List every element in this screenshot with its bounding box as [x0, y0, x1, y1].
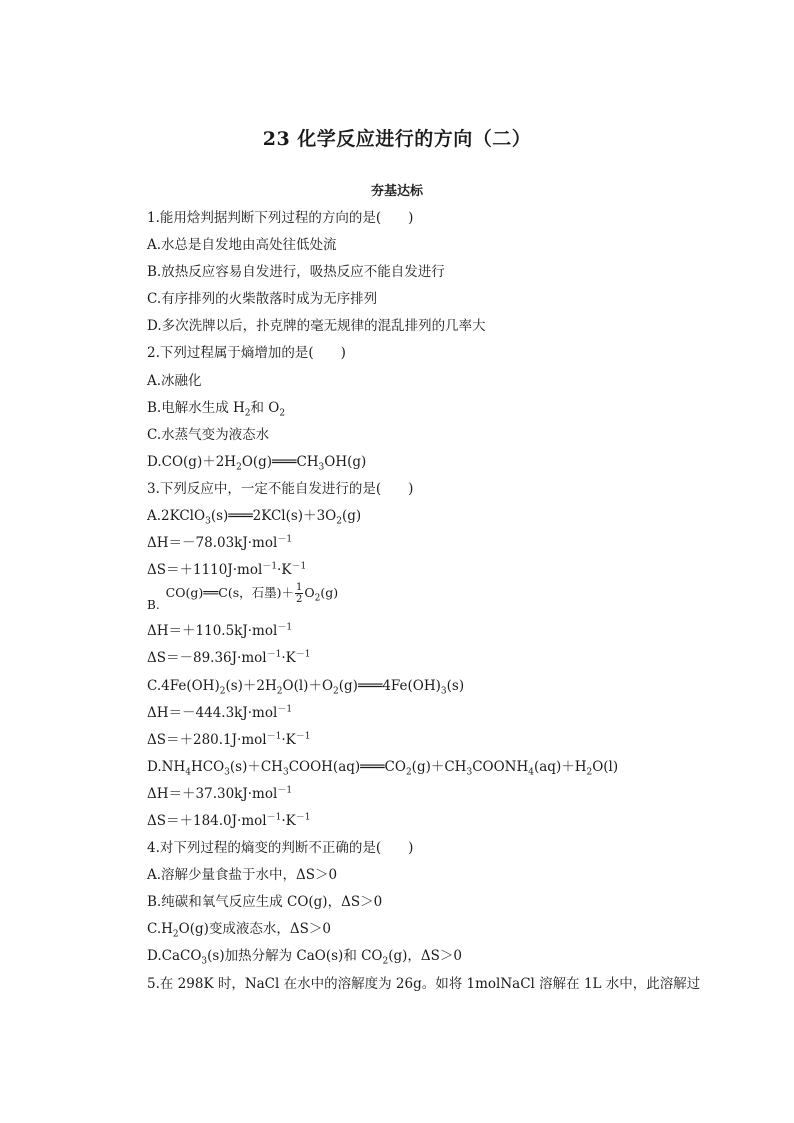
question-4-option-d: D.CaCO$_3$(s)加热分解为 CaO(s)和 $CO_2(g)$，ΔS＞0 [147, 948, 463, 968]
question-3-stem: 3.下列反应中，一定不能自发进行的是( ) [147, 480, 414, 497]
question-1-option-d: D.多次洗牌以后，扑克牌的毫无规律的混乱排列的几率大 [147, 318, 486, 335]
question-2-option-b: B.电解水生成 $H_2$和 $O_2$ [147, 399, 286, 419]
question-4-option-c: $C.H_2O(g)$变成液态水，ΔS＞0 [147, 921, 331, 941]
question-3-b-entropy: $\Delta S=-89.36J\cdot mol^{-1}\cdot K^{-1}$ [147, 649, 311, 667]
question-list [147, 205, 701, 998]
option-b-equation: CO(g)══C(s，石墨)＋ $\frac{1}{2}$ $O_2(g)$ [165, 582, 339, 606]
question-3-d-entropy: $\Delta S=+184.0J\cdot mol^{-1}\cdot K^{-1}$ [147, 812, 311, 829]
question-1-option-c: C.有序排列的火柴散落时成为无序排列 [147, 291, 378, 308]
question-3-option-a: $A.2KClO_3(s)═══2KCl(s)+3O_2(g)$ [147, 508, 362, 527]
question-3-option-d: $D.NH_4HCO_3(s)+CH_3COOH(aq)═══CO_2(g)+CH_3COONH_4(aq)+H_2O(l)$ [147, 758, 619, 778]
question-1-option-b: B.放热反应容易自发进行，吸热反应不能自发进行 [147, 264, 445, 281]
question-4-option-b: B.纯碳和氧气反应生成 CO(g)，ΔS＞0 [147, 894, 383, 911]
question-2-stem: 2.下列过程属于熵增加的是( ) [147, 345, 346, 362]
question-3-d-enthalpy: ΔH＝＋37.30kJ·mol$^{-1}$ [147, 785, 293, 802]
question-3-c-enthalpy: ΔH＝－444.3kJ·mol$^{-1}$ [147, 704, 293, 721]
question-3-b-enthalpy: ΔH＝＋110.5kJ·mol$^{-1}$ [147, 622, 293, 640]
question-3-option-b: B.CO(g)══C(s，石墨)＋ $\frac{1}{2}$ $O_2(g)$ [147, 582, 339, 613]
question-1-option-a: A.水总是自发地由高处往低处流 [147, 237, 337, 254]
question-5-stem: 5.在 298K 时，NaCl 在水中的溶解度为 26g。如将 1molNaCl 溶解在 1L 水中，此溶解过 [147, 975, 701, 992]
page-title: 23 化学反应进行的方向（二） [262, 128, 532, 150]
question-4-option-a: A.溶解少量食盐于水中，ΔS＞0 [147, 867, 338, 884]
question-1-stem: 1.能用焓判据判断下列过程的方向的是( ) [147, 210, 414, 226]
question-3-a-enthalpy: ΔH＝－78.03kJ·mol$^{-1}$ [147, 534, 293, 552]
question-4-stem: 4.对下列过程的熵变的判断不正确的是( ) [147, 840, 414, 857]
question-3-c-entropy: $\Delta S=+280.1J\cdot mol^{-1}\cdot K^{-1}$ [147, 731, 311, 748]
question-3-a-entropy: $\Delta S=+1110J\cdot mol^{-1}\cdot K^{-1}$ [147, 561, 307, 579]
question-2-option-a: A.冰融化 [147, 372, 202, 389]
question-2-option-c: C.水蒸气变为液态水 [147, 426, 270, 443]
fraction-one-half: $\frac{1}{2}$ [296, 582, 303, 606]
section-heading: 夯基达标 [370, 184, 423, 199]
question-3-option-c: $C.4Fe(OH)_2(s)+2H_2O(l)+O_2(g)═══4Fe(OH)_3(s)$ [147, 677, 465, 697]
question-2-option-d: $D.CO(g)+2H_2O(g)═══CH_3OH(g)$ [147, 453, 367, 473]
